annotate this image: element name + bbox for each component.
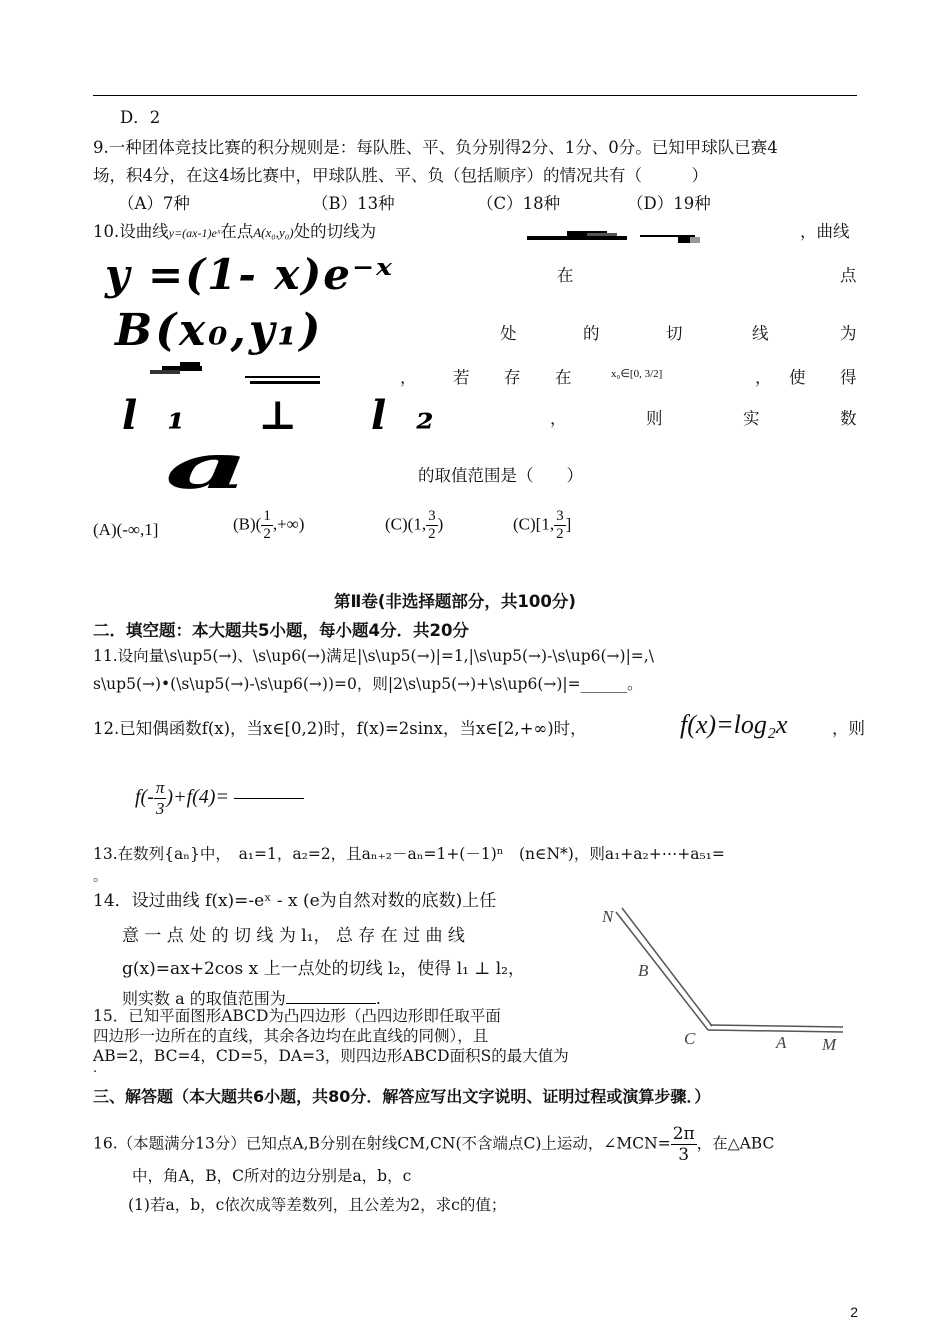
q10-lead: 10.设曲线 (93, 222, 169, 241)
q11-line2: s\up5(→)•(\s\up5(→)-\s\up6(→))=0，则|2\s\up5(→)+\s\up6(→)|=______。 (93, 675, 643, 693)
q15-line1: 15．已知平面图形ABCD为凸四边形（凸四边形即任取平面 (93, 1007, 501, 1025)
garbled-line-image (640, 233, 702, 245)
q9-option-c: （C）18种 (477, 194, 561, 213)
q11-line1: 11.设向量\s\up5(→)、\s\up6(→)满足|\s\up5(→)|=1,|\s\up5(→)-\s\up6(→)|=,\ (93, 647, 654, 665)
garbled-line-image (527, 231, 627, 243)
fill-blank-header: 二．填空题：本大题共5小题，每小题4分．共20分 (93, 621, 469, 640)
page-number: 2 (850, 1304, 858, 1320)
q10-xian: 线 (752, 324, 769, 343)
q13-line: 13.在数列{aₙ}中， a₁=1，a₂=2，且aₙ₊₂－aₙ=1+(－1)ⁿ (n∈N*)，则a₁+a₂+⋯+a₅₁= (93, 845, 725, 863)
q10-comma2: ， (755, 368, 772, 387)
garbled-l2-image (150, 360, 330, 386)
q12-line1: 12.已知偶函数f(x)，当x∈[0,2)时，f(x)=2sinx，当x∈[2,+∞)时， (93, 719, 587, 738)
q12-fx-log: f(x)=log₂x (680, 710, 788, 739)
label-a: A (776, 1033, 787, 1052)
q15-line2: 四边形一边所在的直线，其余各边均在此直线的同侧），且 (93, 1027, 489, 1045)
q14-line4: 则实数 a 的取值范围为 . (122, 989, 381, 1008)
q16-line2: 中，角A，B，C所对的边分别是a，b，c (132, 1167, 412, 1185)
q12-answer-blank (234, 798, 304, 799)
q10-chu: 处 (500, 324, 517, 343)
q8-option-d: D．2 (120, 108, 161, 127)
q10-tangent-is: 处的切线为 (293, 222, 377, 241)
q10-line1 (93, 221, 376, 244)
q10-range-text: 的取值范围是（ ） (418, 466, 583, 485)
q14-line3: g(x)=ax+2cos x 上一点处的切线 l₂，使得 l₁ ⊥ l₂， (122, 959, 525, 979)
q10-wei: 为 (840, 324, 857, 343)
q10-tangent-image-1 (527, 228, 627, 238)
q10-x0-range: x₀∈[0, 3/2] (611, 368, 663, 380)
q9-line1: 9.一种团体竞技比赛的积分规则是：每队胜、平、负分别得2分、1分、0分。已知甲球队已赛4 (93, 138, 778, 157)
q10-a-var: a (165, 430, 250, 503)
q10-curve1: y=(ax-1)eˣ (168, 226, 221, 240)
q10-ruo: 若 (453, 368, 470, 387)
q10-comma-curve: ，曲线 (800, 222, 850, 241)
q16-line3: (1)若a，b，c依次成等差数列，且公差为2，求c的值； (128, 1196, 507, 1214)
q9-line2: 场，积4分，在这4场比赛中，甲球队胜、平、负（包括顺序）的情况共有（ ） (93, 166, 708, 185)
label-n: N (602, 907, 614, 926)
q10-choice-a: (A)(-∞,1] (93, 520, 159, 539)
q12-expression: f(- $\frac{\pi}{3}$ )+f(4)= (135, 778, 304, 819)
angle-diagram (598, 898, 858, 1058)
q10-comma1: ， (400, 368, 417, 387)
q10-tangent-image-2 (640, 230, 700, 240)
q10-choice-d: (C)[1, $\frac{3}{2}$ ] (513, 508, 572, 542)
q10-point-a: A(x₀,y₀) (253, 225, 294, 240)
angle-figure (598, 898, 858, 1062)
q10-shu: 数 (840, 409, 857, 428)
part2-title: 第Ⅱ卷(非选择题部分，共100分) (334, 592, 576, 611)
q10-shi: 使 (789, 368, 806, 387)
q9-option-a: （A）7种 (118, 194, 190, 213)
q15-line3: AB=2，BC=4，CD=5，DA=3，则四边形ABCD面积S的最大值为 (93, 1047, 569, 1065)
q10-ze: 则 (646, 409, 663, 428)
q10-comma3: ， (550, 409, 567, 428)
label-m: M (822, 1035, 837, 1054)
q10-dian: 点 (840, 266, 857, 285)
q10-point-b: B(x₀,y₁) (115, 305, 324, 356)
q10-choice-c: (C)(1, $\frac{3}{2}$ ) (385, 508, 444, 542)
q10-choice-b: (B)( $\frac{1}{2}$ ,+∞) (233, 508, 305, 542)
q10-zai: 在 (557, 266, 574, 285)
part3-header: 三、解答题（本大题共6小题，共80分．解答应写出文字说明、证明过程或演算步骤．） (93, 1087, 711, 1106)
q15-line4: . (93, 1061, 98, 1076)
q10-de: 的 (583, 324, 600, 343)
q14-answer-blank (286, 989, 376, 1004)
q10-zai2: 在 (555, 368, 572, 387)
q9-option-d: （D）19种 (627, 194, 711, 213)
q10-curve2: y =(1- x)e⁻ˣ (105, 250, 394, 299)
q13-end: 。 (93, 869, 107, 885)
q14-line2: 意 一 点 处 的 切 线 为 l₁， 总 存 在 过 曲 线 (122, 926, 465, 946)
q9-option-b: （B）13种 (312, 194, 395, 213)
q10-l2-image (150, 360, 330, 390)
label-b: B (638, 961, 649, 980)
q10-qie: 切 (666, 324, 683, 343)
q10-perp: l₁ ⊥ l₂ (122, 392, 464, 439)
header-rule (93, 95, 857, 96)
q16-line1: 16.（本题满分13分）已知点A,B分别在射线CM,CN(不含端点C)上运动，∠MCN= $\frac{2\pi}{3}$ ，在△ABC (93, 1124, 775, 1165)
q14-line1: 14．设过曲线 f(x)=-eˣ - x (e为自然对数的底数)上任 (93, 891, 497, 911)
q10-cun: 存 (504, 368, 521, 387)
q10-de2: 得 (840, 368, 857, 387)
q12-ze: ，则 (832, 719, 865, 738)
q10-at-point: 在点 (220, 222, 254, 241)
label-c: C (684, 1029, 696, 1048)
q10-shi2: 实 (743, 409, 760, 428)
